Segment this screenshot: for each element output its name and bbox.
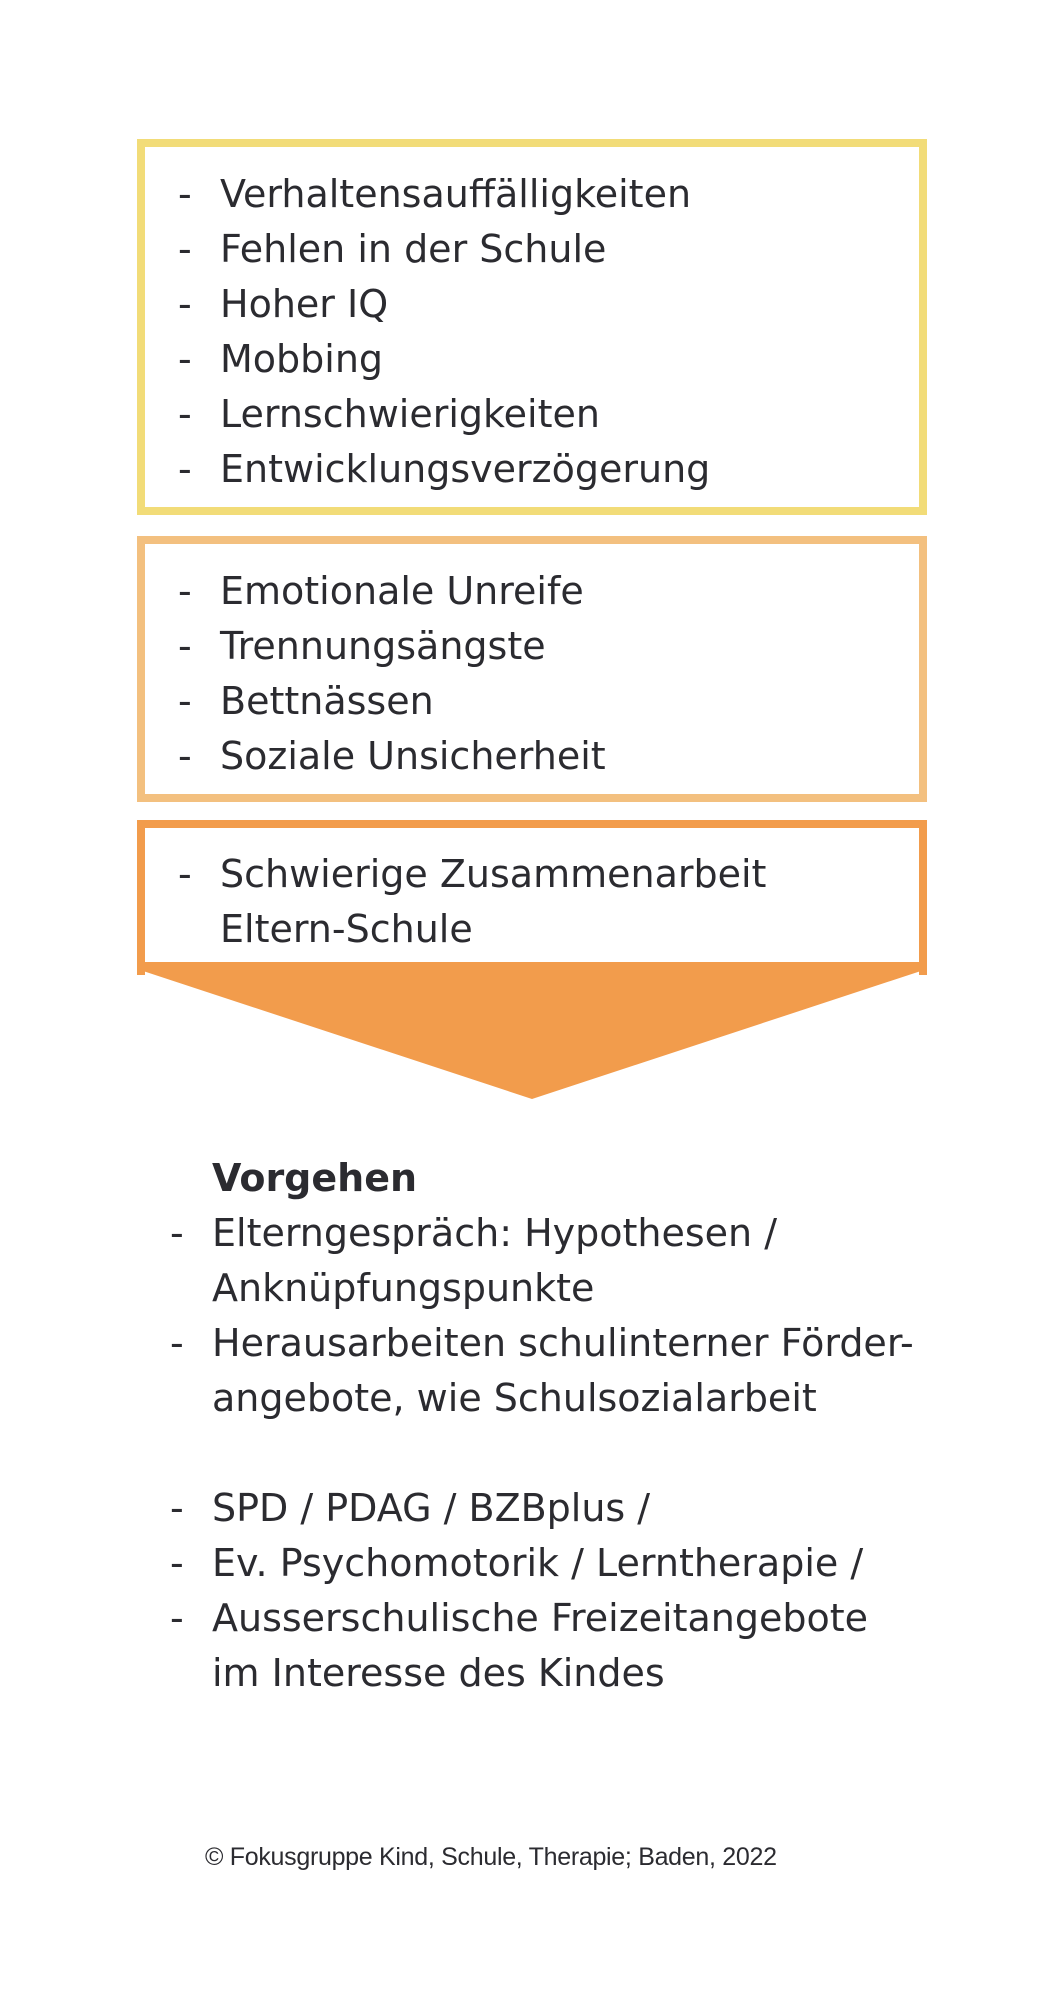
list-item-text: Verhaltensauffälligkeiten [220, 172, 692, 216]
list-item-text: Fehlen in der Schule [220, 227, 607, 271]
list-item: - Trennungsängste [178, 624, 546, 668]
list-item: - Herausarbeiten schulinterner Förder- [170, 1321, 914, 1365]
list-item: - Soziale Unsicherheit [178, 734, 606, 778]
list-item-text: Soziale Unsicherheit [220, 734, 606, 778]
procedure-list-1 [137, 1206, 997, 1426]
list-item-text: Trennungsängste [220, 624, 546, 668]
list-item-text: Emotionale Unreife [220, 569, 584, 613]
list-item: - Hoher IQ [178, 282, 389, 326]
list-item-text: Elterngespräch: Hypothesen / [212, 1211, 778, 1255]
emotional-list [145, 564, 905, 784]
cooperation-box-orange [137, 820, 927, 975]
list-item-text: Entwicklungsverzögerung [220, 447, 711, 491]
list-item: - Mobbing [178, 337, 384, 381]
procedure-section [137, 1151, 997, 1701]
list-item-text: Lernschwierigkeiten [220, 392, 600, 436]
list-item-text: Mobbing [220, 337, 384, 381]
procedure-list-2 [137, 1481, 997, 1701]
list-item-text: Ausserschulische Freizeitangebote [212, 1596, 869, 1640]
list-item-continuation [137, 1261, 997, 1316]
list-item-continuation [145, 902, 905, 957]
list-item-text: Hoher IQ [220, 282, 389, 326]
list-item: - Verhaltensauffälligkeiten [178, 172, 692, 216]
list-item: - SPD / PDAG / BZBplus / [170, 1486, 651, 1530]
cooperation-list [145, 847, 905, 957]
list-item: - Lernschwierigkeiten [178, 392, 600, 436]
list-item: - Fehlen in der Schule [178, 227, 607, 271]
list-item: - Emotionale Unreife [178, 569, 584, 613]
down-arrow-icon [137, 962, 927, 1099]
list-item: - Ausserschulische Freizeitangebote [170, 1596, 869, 1640]
list-item-text: Herausarbeiten schulinterner Förder- [212, 1321, 914, 1365]
list-item: - Elterngespräch: Hypothesen / [170, 1211, 778, 1255]
list-item-text: Eltern-Schule [220, 907, 473, 951]
copyright-footer: © Fokusgruppe Kind, Schule, Therapie; Baden, 2022 [205, 1843, 777, 1871]
emotional-box-light-orange [137, 536, 927, 802]
list-item: - Schwierige Zusammenarbeit [178, 852, 767, 896]
symptoms-box-yellow [137, 139, 927, 515]
list-item-text: Schwierige Zusammenarbeit [220, 852, 767, 896]
list-item-text: SPD / PDAG / BZBplus / [212, 1486, 651, 1530]
arrow-shape [137, 962, 927, 1099]
list-item-text: im Interesse des Kindes [212, 1651, 665, 1695]
list-item: - Bettnässen [178, 679, 434, 723]
list-item-text: Anknüpfungspunkte [212, 1266, 595, 1310]
list-item-text: Bettnässen [220, 679, 434, 723]
list-item-continuation [137, 1371, 997, 1426]
list-item-text: Ev. Psychomotorik / Lerntherapie / [212, 1541, 864, 1585]
symptoms-list [145, 167, 905, 497]
list-item: - Entwicklungsverzögerung [178, 447, 711, 491]
procedure-title: Vorgehen [212, 1156, 418, 1200]
list-item-text: angebote, wie Schulsozialarbeit [212, 1376, 817, 1420]
list-item-continuation [137, 1646, 997, 1701]
list-item: - Ev. Psychomotorik / Lerntherapie / [170, 1541, 864, 1585]
